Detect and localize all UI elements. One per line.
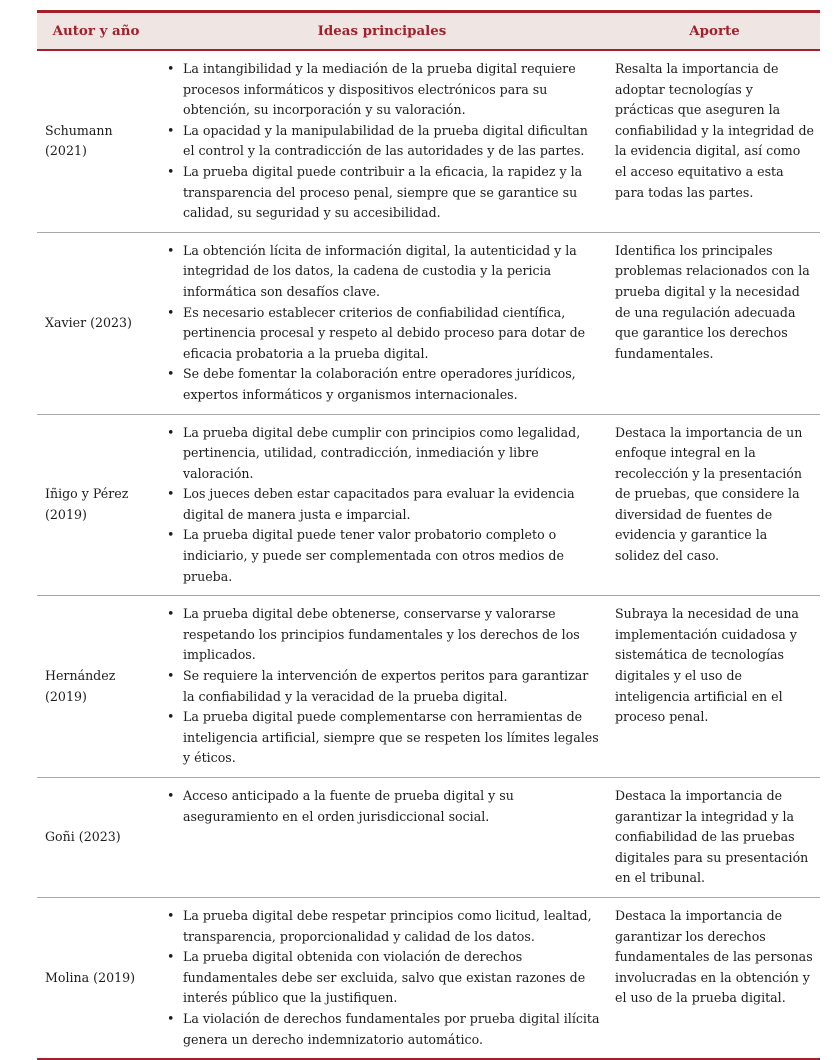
contribution-cell: Destaca la importancia de garantizar los derechos fundamentales de las personas involucradas en la obtención y el uso de la prueba digital.: [609, 897, 820, 1059]
ideas-cell: [155, 414, 609, 596]
idea-item: • Es necesario establecer criterios de confiabilidad científica, pertinencia procesal y respeto al debido proceso para dotar de eficacia probatoria a la prueba digital.: [183, 303, 601, 365]
idea-item: • Los jueces deben estar capacitados para evaluar la evidencia digital de manera justa e imparcial.: [183, 484, 601, 525]
idea-item: • Se debe fomentar la colaboración entre operadores jurídicos, expertos informáticos y organismos internacionales.: [183, 364, 601, 405]
header-ideas: Ideas principales: [155, 12, 609, 51]
idea-item: • La prueba digital puede complementarse con herramientas de inteligencia artificial, siempre que se respeten los límites legales y éticos.: [183, 707, 601, 769]
ideas-list: [155, 51, 609, 232]
author-cell: Xavier (2023): [37, 232, 155, 414]
idea-item: • La violación de derechos fundamentales por prueba digital ilícita genera un derecho indemnizatorio automático.: [183, 1009, 601, 1050]
ideas-cell: [155, 596, 609, 778]
idea-item: • La prueba digital debe obtenerse, conservarse y valorarse respetando los principios fundamentales y los derechos de los implicados.: [183, 604, 601, 666]
table-row: [37, 414, 820, 596]
table-row: [37, 897, 820, 1059]
contribution-cell: Destaca la importancia de garantizar la integridad y la confiabilidad de las pruebas digitales para su presentación en el tribunal.: [609, 778, 820, 898]
table-header: [37, 12, 820, 51]
idea-item: • La prueba digital debe cumplir con principios como legalidad, pertinencia, utilidad, contradicción, inmediación y libre valoración.: [183, 423, 601, 485]
contribution-cell: Identifica los principales problemas relacionados con la prueba digital y la necesidad de una regulación adecuada que garantice los derechos fundamentales.: [609, 232, 820, 414]
idea-item: • La obtención lícita de información digital, la autenticidad y la integridad de los datos, la cadena de custodia y la pericia informática son desafíos clave.: [183, 241, 601, 303]
ideas-list: [155, 898, 609, 1058]
idea-item: • La prueba digital debe respetar principios como licitud, lealtad, transparencia, proporcionalidad y calidad de los datos.: [183, 906, 601, 947]
ideas-cell: [155, 50, 609, 232]
table-row: [37, 596, 820, 778]
ideas-cell: [155, 778, 609, 898]
table-row: [37, 232, 820, 414]
ideas-list: [155, 233, 609, 414]
literature-table: [37, 10, 820, 1060]
idea-item: • Se requiere la intervención de expertos peritos para garantizar la confiabilidad y la veracidad de la prueba digital.: [183, 666, 601, 707]
ideas-cell: [155, 897, 609, 1059]
author-cell: Goñi (2023): [37, 778, 155, 898]
table-row: [37, 778, 820, 898]
header-author: Autor y año: [37, 12, 155, 51]
idea-item: • La opacidad y la manipulabilidad de la prueba digital dificultan el control y la contradicción de las autoridades y de las partes.: [183, 121, 601, 162]
ideas-list: [155, 415, 609, 596]
table-body: [37, 50, 820, 1059]
header-row: [37, 12, 820, 51]
ideas-cell: [155, 232, 609, 414]
ideas-list: [155, 596, 609, 777]
idea-item: • Acceso anticipado a la fuente de prueba digital y su aseguramiento en el orden jurisdiccional social.: [183, 786, 601, 827]
author-cell: Schumann (2021): [37, 50, 155, 232]
author-cell: Molina (2019): [37, 897, 155, 1059]
author-cell: Hernández (2019): [37, 596, 155, 778]
contribution-cell: Resalta la importancia de adoptar tecnologías y prácticas que aseguren la confiabilidad y la integridad de la evidencia digital, así como el acceso equitativo a esta para todas las partes.: [609, 50, 820, 232]
header-contribution: Aporte: [609, 12, 820, 51]
ideas-list: [155, 778, 609, 835]
contribution-cell: Destaca la importancia de un enfoque integral en la recolección y la presentación de pruebas, que considere la diversidad de fuentes de evidencia y garantice la solidez del caso.: [609, 414, 820, 596]
idea-item: • La prueba digital obtenida con violación de derechos fundamentales debe ser excluida, salvo que existan razones de interés público que la justifiquen.: [183, 947, 601, 1009]
contribution-cell: Subraya la necesidad de una implementación cuidadosa y sistemática de tecnologías digitales y el uso de inteligencia artificial en el proceso penal.: [609, 596, 820, 778]
idea-item: • La prueba digital puede contribuir a la eficacia, la rapidez y la transparencia del proceso penal, siempre que se garantice su calidad, su seguridad y su accesibilidad.: [183, 162, 601, 224]
table-row: [37, 50, 820, 232]
author-cell: Iñigo y Pérez (2019): [37, 414, 155, 596]
idea-item: • La prueba digital puede tener valor probatorio completo o indiciario, y puede ser complementada con otros medios de prueba.: [183, 525, 601, 587]
idea-item: • La intangibilidad y la mediación de la prueba digital requiere procesos informáticos y dispositivos electrónicos para su obtención, su incorporación y su valoración.: [183, 59, 601, 121]
